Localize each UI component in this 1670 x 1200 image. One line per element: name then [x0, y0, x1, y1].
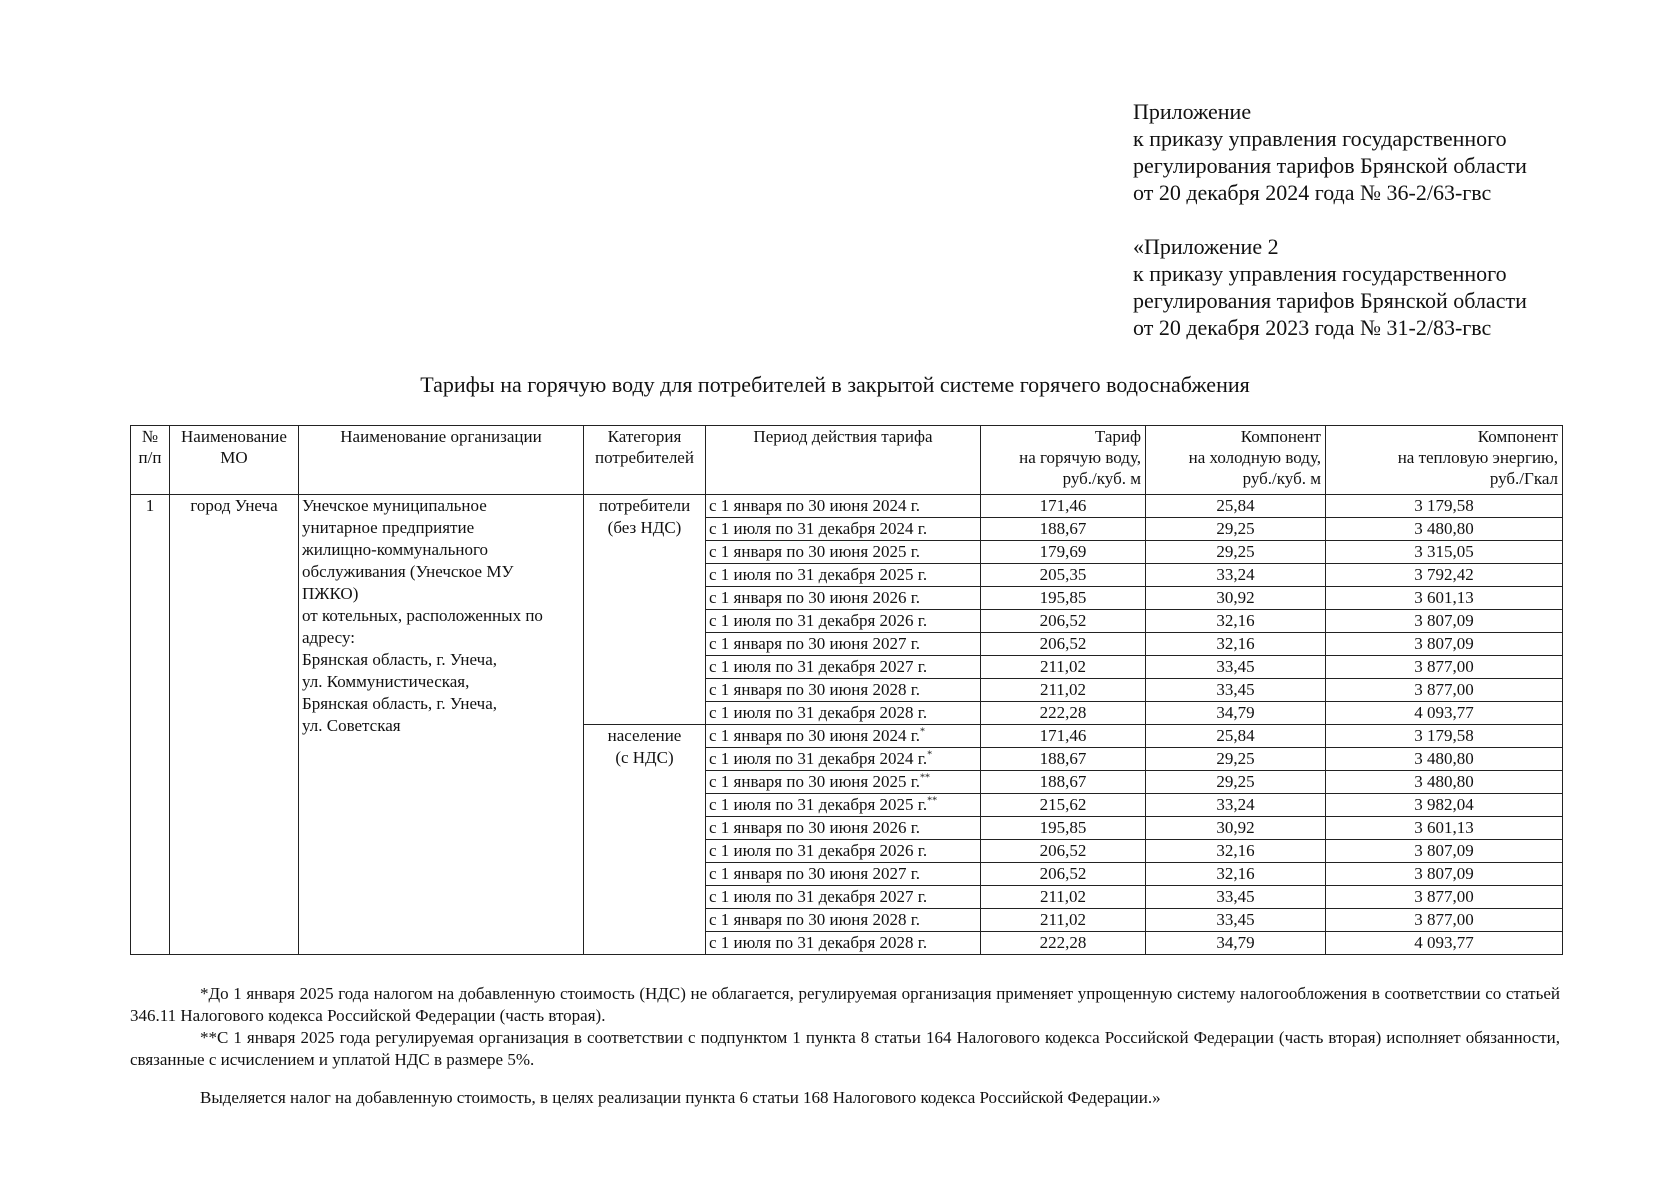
cold-water-cell: 30,92 [1146, 817, 1326, 840]
cold-water-cell: 33,45 [1146, 679, 1326, 702]
footnotes [130, 983, 1560, 1109]
period-cell [706, 702, 981, 725]
tariff-cell: 211,02 [981, 679, 1146, 702]
cold-water-cell: 32,16 [1146, 610, 1326, 633]
tariff-cell: 171,46 [981, 725, 1146, 748]
heat-energy-cell: 3 982,04 [1326, 794, 1563, 817]
col-header-mo: Наименование МО [170, 426, 299, 495]
tariff-cell: 211,02 [981, 886, 1146, 909]
cold-water-cell: 33,45 [1146, 886, 1326, 909]
period-text: с 1 июля по 31 декабря 2027 г. [709, 887, 928, 906]
category-line: (без НДС) [607, 518, 682, 537]
organization-line: Брянская область, г. Унеча, [302, 694, 497, 713]
header-line: «Приложение 2 [1133, 234, 1279, 259]
tariff-cell: 205,35 [981, 564, 1146, 587]
heat-energy-cell: 4 093,77 [1326, 932, 1563, 955]
heat-energy-cell: 3 807,09 [1326, 610, 1563, 633]
col-header-category: Категория потребителей [584, 426, 706, 495]
cold-water-cell: 29,25 [1146, 518, 1326, 541]
heat-energy-cell: 3 480,80 [1326, 518, 1563, 541]
heat-energy-cell: 3 877,00 [1326, 679, 1563, 702]
cold-water-cell: 32,16 [1146, 633, 1326, 656]
tariff-cell: 171,46 [981, 495, 1146, 518]
tariff-cell: 206,52 [981, 863, 1146, 886]
tariff-cell: 211,02 [981, 656, 1146, 679]
period-text: с 1 января по 30 июня 2028 г. [709, 680, 920, 699]
cold-water-cell: 32,16 [1146, 863, 1326, 886]
period-cell [706, 909, 981, 932]
period-text: с 1 июля по 31 декабря 2028 г. [709, 933, 928, 952]
header-line: к приказу управления государственного [1133, 261, 1507, 286]
category-cell [584, 495, 706, 725]
heat-energy-cell: 4 093,77 [1326, 702, 1563, 725]
period-text: с 1 января по 30 июня 2025 г. [709, 772, 920, 791]
period-text: с 1 июля по 31 декабря 2025 г. [709, 795, 928, 814]
col-header-org: Наименование организации [299, 426, 584, 495]
organization-line: ул. Советская [302, 716, 401, 735]
organization-line: ул. Коммунистическая, [302, 672, 470, 691]
organization-line: жилищно-коммунального [302, 540, 489, 559]
period-text: с 1 июля по 31 декабря 2027 г. [709, 657, 928, 676]
period-cell [706, 748, 981, 771]
tariff-cell: 215,62 [981, 794, 1146, 817]
period-text: с 1 января по 30 июня 2024 г. [709, 726, 920, 745]
period-text: с 1 июля по 31 декабря 2028 г. [709, 703, 928, 722]
cold-water-cell: 25,84 [1146, 495, 1326, 518]
heat-energy-cell: 3 877,00 [1326, 909, 1563, 932]
heat-energy-cell: 3 179,58 [1326, 725, 1563, 748]
col-header-heat: Компонент на тепловую энергию, руб./Гкал [1326, 426, 1563, 495]
period-text: с 1 января по 30 июня 2028 г. [709, 910, 920, 929]
col-header-num: № п/п [131, 426, 170, 495]
organization-line: обслуживания (Унечское МУ [302, 562, 514, 581]
tariff-cell: 222,28 [981, 932, 1146, 955]
period-text: с 1 июля по 31 декабря 2024 г. [709, 749, 928, 768]
period-cell [706, 587, 981, 610]
period-text: с 1 января по 30 июня 2027 г. [709, 634, 920, 653]
category-line: потребители [598, 496, 691, 515]
header-line: Приложение [1133, 99, 1252, 124]
heat-energy-cell: 3 601,13 [1326, 817, 1563, 840]
appendix-header [1133, 98, 1653, 206]
header-line: к приказу управления государственного [1133, 126, 1507, 151]
municipality-cell: город Унеча [170, 495, 299, 955]
period-text: с 1 января по 30 июня 2026 г. [709, 588, 920, 607]
period-cell [706, 495, 981, 518]
header-line: от 20 декабря 2024 года № 36-2/63-гвс [1133, 180, 1492, 205]
table-row [131, 495, 1563, 518]
footnote-mark: ** [920, 772, 930, 784]
heat-energy-cell: 3 792,42 [1326, 564, 1563, 587]
period-cell [706, 541, 981, 564]
heat-energy-cell: 3 601,13 [1326, 587, 1563, 610]
col-header-tariff: Тариф на горячую воду, руб./куб. м [981, 426, 1146, 495]
document-title: Тарифы на горячую воду для потребителей в закрытой системе горячего водоснабжения [420, 372, 1250, 397]
tariff-cell: 179,69 [981, 541, 1146, 564]
organization-line: Брянская область, г. Унеча, [302, 650, 497, 669]
period-cell [706, 817, 981, 840]
period-cell [706, 886, 981, 909]
appendix2-header [1133, 233, 1653, 341]
footnote-1: *До 1 января 2025 года налогом на добавленную стоимость (НДС) не облагается, регулируемая организация применяет упрощенную систему налогообложения в соответствии со статьей 346.11 Налогового кодекса Российской Федерации (часть вторая). [130, 984, 1560, 1025]
period-cell [706, 564, 981, 587]
heat-energy-cell: 3 179,58 [1326, 495, 1563, 518]
tariff-cell: 206,52 [981, 633, 1146, 656]
period-cell [706, 725, 981, 748]
period-text: с 1 января по 30 июня 2024 г. [709, 496, 920, 515]
period-text: с 1 января по 30 июня 2027 г. [709, 864, 920, 883]
cold-water-cell: 25,84 [1146, 725, 1326, 748]
tariff-cell: 195,85 [981, 587, 1146, 610]
cold-water-cell: 33,24 [1146, 794, 1326, 817]
cold-water-cell: 29,25 [1146, 748, 1326, 771]
category-cell [584, 725, 706, 955]
footnote-mark: * [927, 749, 933, 761]
period-cell [706, 771, 981, 794]
header-line: регулирования тарифов Брянской области [1133, 153, 1527, 178]
organization-line: адресу: [302, 628, 355, 647]
cold-water-cell: 33,45 [1146, 909, 1326, 932]
tariff-cell: 211,02 [981, 909, 1146, 932]
period-text: с 1 июля по 31 декабря 2025 г. [709, 565, 928, 584]
cold-water-cell: 33,45 [1146, 656, 1326, 679]
table-header-row [131, 426, 1563, 495]
period-cell [706, 932, 981, 955]
cold-water-cell: 33,24 [1146, 564, 1326, 587]
period-text: с 1 июля по 31 декабря 2026 г. [709, 841, 928, 860]
period-cell [706, 863, 981, 886]
cold-water-cell: 30,92 [1146, 587, 1326, 610]
tariff-cell: 188,67 [981, 748, 1146, 771]
cold-water-cell: 29,25 [1146, 541, 1326, 564]
heat-energy-cell: 3 807,09 [1326, 863, 1563, 886]
heat-energy-cell: 3 315,05 [1326, 541, 1563, 564]
tariff-cell: 188,67 [981, 771, 1146, 794]
organization-cell [299, 495, 584, 955]
period-cell [706, 840, 981, 863]
period-text: с 1 января по 30 июня 2026 г. [709, 818, 920, 837]
heat-energy-cell: 3 480,80 [1326, 748, 1563, 771]
heat-energy-cell: 3 807,09 [1326, 840, 1563, 863]
cold-water-cell: 32,16 [1146, 840, 1326, 863]
tariff-cell: 188,67 [981, 518, 1146, 541]
period-cell [706, 610, 981, 633]
organization-line: Унечское муниципальное [302, 496, 487, 515]
table-body [131, 495, 1563, 955]
footnote-mark: * [920, 726, 925, 738]
heat-energy-cell: 3 877,00 [1326, 886, 1563, 909]
tariff-cell: 206,52 [981, 840, 1146, 863]
category-line: (с НДС) [615, 748, 674, 767]
footnote-mark: ** [927, 795, 938, 807]
period-text: с 1 июля по 31 декабря 2024 г. [709, 519, 928, 538]
footnote-2: **С 1 января 2025 года регулируемая организация в соответствии с подпунктом 1 пункта 8 статьи 164 Налогового кодекса Российской Федерации (часть вторая) исполняет обязанности, связанные с исчислением и уплатой НДС в размере 5%. [130, 1028, 1560, 1069]
cold-water-cell: 29,25 [1146, 771, 1326, 794]
cold-water-cell: 34,79 [1146, 932, 1326, 955]
period-cell [706, 679, 981, 702]
row-number-cell: 1 [131, 495, 170, 955]
period-cell [706, 633, 981, 656]
heat-energy-cell: 3 877,00 [1326, 656, 1563, 679]
organization-line: от котельных, расположенных по [302, 606, 543, 625]
heat-energy-cell: 3 480,80 [1326, 771, 1563, 794]
category-line: население [607, 726, 682, 745]
period-cell [706, 656, 981, 679]
footnote-3: Выделяется налог на добавленную стоимость, в целях реализации пункта 6 статьи 168 Налогового кодекса Российской Федерации.» [200, 1088, 1161, 1107]
tariff-cell: 195,85 [981, 817, 1146, 840]
col-header-period: Период действия тарифа [706, 426, 981, 495]
period-cell [706, 794, 981, 817]
tariff-table [130, 425, 1563, 955]
header-line: регулирования тарифов Брянской области [1133, 288, 1527, 313]
period-cell [706, 518, 981, 541]
col-header-cold-water: Компонент на холодную воду, руб./куб. м [1146, 426, 1326, 495]
period-text: с 1 июля по 31 декабря 2026 г. [709, 611, 928, 630]
tariff-cell: 206,52 [981, 610, 1146, 633]
period-text: с 1 января по 30 июня 2025 г. [709, 542, 920, 561]
header-line: от 20 декабря 2023 года № 31-2/83-гвс [1133, 315, 1492, 340]
organization-line: ПЖКО) [302, 584, 359, 603]
cold-water-cell: 34,79 [1146, 702, 1326, 725]
organization-line: унитарное предприятие [302, 518, 475, 537]
tariff-cell: 222,28 [981, 702, 1146, 725]
heat-energy-cell: 3 807,09 [1326, 633, 1563, 656]
